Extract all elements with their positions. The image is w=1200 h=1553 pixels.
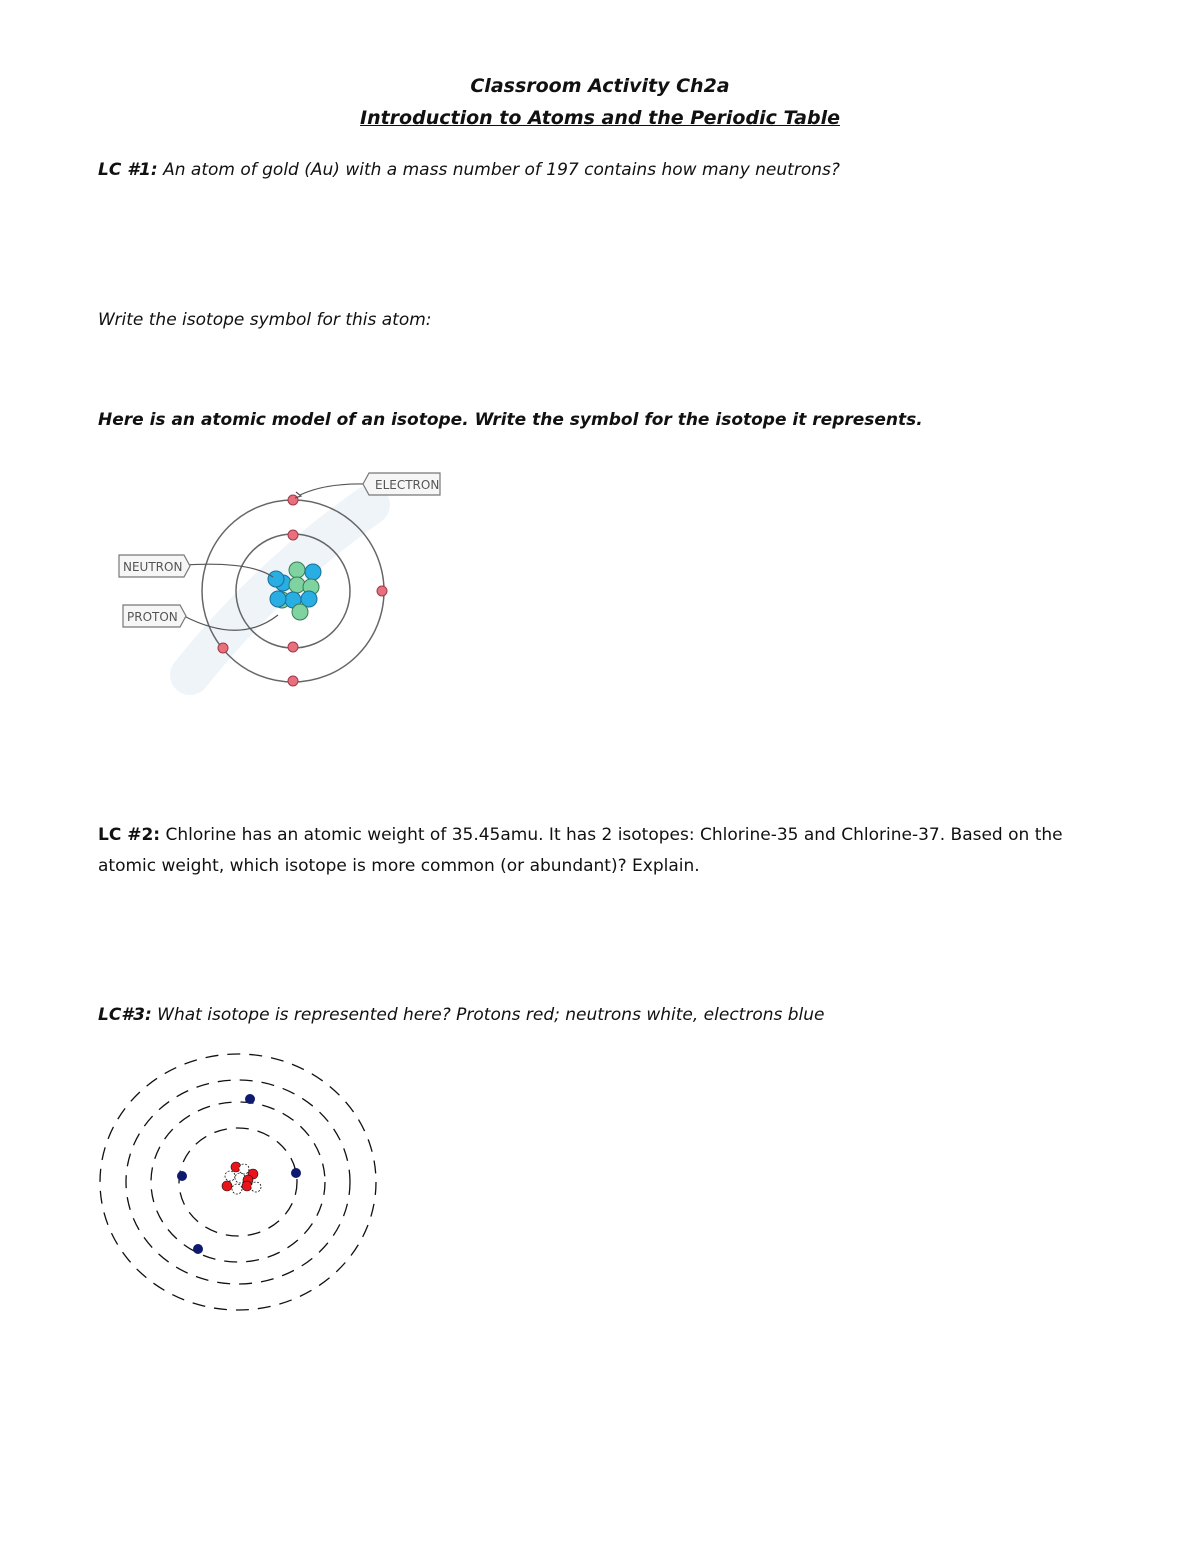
- proton: [222, 1181, 232, 1191]
- isotope-symbol-prompt: Write the isotope symbol for this atom:: [98, 310, 432, 330]
- neutron: [289, 562, 305, 578]
- neutron: [251, 1182, 261, 1192]
- lc1-question: [98, 155, 840, 186]
- lc3-question: [98, 1000, 825, 1031]
- proton: [242, 1181, 252, 1191]
- electron: [288, 642, 298, 652]
- electron-tag: [363, 473, 440, 495]
- nucleus: [268, 562, 321, 620]
- neutron-tag: [119, 555, 190, 577]
- electron: [193, 1244, 203, 1254]
- page-title: Classroom Activity Ch2a: [470, 75, 730, 97]
- proton: [268, 571, 284, 587]
- lc3-text: What isotope is represented here? Protons red; neutrons white, electrons blue: [151, 1005, 825, 1025]
- electron: [288, 676, 298, 686]
- lc1-label: LC #1:: [98, 160, 158, 180]
- atomic-model-prompt: Here is an atomic model of an isotope. Write the symbol for the isotope it represents.: [98, 410, 923, 430]
- proton: [305, 564, 321, 580]
- lc2-text: Chlorine has an atomic weight of 35.45amu. It has 2 isotopes: Chlorine-35 and Chlorine-37. Based on the atomic weight, which isotope is more common (or abundant)? Explain.: [98, 825, 1063, 876]
- electron-label: ELECTRON: [375, 478, 440, 492]
- neutron: [239, 1164, 249, 1174]
- page-subtitle: Introduction to Atoms and the Periodic Table: [360, 107, 840, 129]
- atomic-model-diagram: [110, 465, 450, 705]
- arrow-head: [295, 492, 301, 498]
- neutron: [225, 1171, 235, 1181]
- electron: [218, 643, 228, 653]
- neutron-label: NEUTRON: [123, 560, 183, 574]
- electron: [377, 586, 387, 596]
- proton-label: PROTON: [127, 610, 178, 624]
- proton-tag: [123, 605, 186, 627]
- electron: [177, 1171, 187, 1181]
- electron: [288, 530, 298, 540]
- neutron: [289, 577, 305, 593]
- lc2-question: [98, 820, 1108, 882]
- nucleus: [222, 1162, 261, 1194]
- lc3-label: LC#3:: [98, 1005, 152, 1025]
- lc2-label: LC #2:: [98, 825, 161, 845]
- neutron: [232, 1184, 242, 1194]
- proton: [270, 591, 286, 607]
- lc1-text: An atom of gold (Au) with a mass number of 197 contains how many neutrons?: [157, 160, 840, 180]
- electron: [288, 495, 298, 505]
- dashed-atom-diagram: [90, 1040, 390, 1320]
- electron: [245, 1094, 255, 1104]
- neutron: [292, 604, 308, 620]
- electron: [291, 1168, 301, 1178]
